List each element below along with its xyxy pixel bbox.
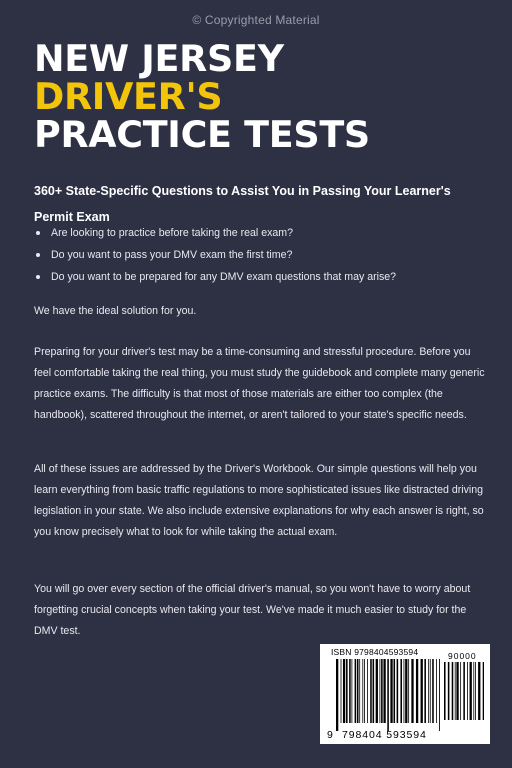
book-subtitle: 360+ State-Specific Questions to Assist You in Passing Your Learner's Permit Exam <box>34 184 451 224</box>
price-barcode-bars <box>444 662 484 728</box>
intro-paragraph: We have the ideal solution for you. <box>34 305 197 317</box>
price-code: 90000 <box>448 651 477 661</box>
isbn-barcode <box>320 644 490 744</box>
question-bullet-list <box>34 226 486 292</box>
bullet-item: Are looking to practice before taking the real exam? <box>34 226 486 248</box>
manual-paragraph: You will go over every section of the official driver's manual, so you won't have to worry about forgetting crucial concepts when taking your test. We've made it much easier to study for the DMV test. <box>34 583 471 637</box>
copyright-watermark-top: © Copyrighted Material <box>192 13 320 27</box>
title-line-subject: PRACTICE TESTS <box>34 113 370 156</box>
barcode-number-first: 9 <box>327 729 333 741</box>
book-title <box>34 37 370 156</box>
workbook-paragraph: All of these issues are addressed by the Driver's Workbook. Our simple questions will help you learn everything from basic traffic regulations to more sophisticated issues like distracted driving legislation in your state. We also include extensive explanations for why each answer is right, so you know precisely what to look for while taking the actual exam. <box>34 463 484 538</box>
barcode-number: 798404 593594 <box>342 729 427 741</box>
bullet-item: Do you want to pass your DMV exam the first time? <box>34 248 486 270</box>
title-line-state: NEW JERSEY <box>34 37 284 80</box>
isbn-label: ISBN 9798404593594 <box>331 647 419 657</box>
bullet-item: Do you want to be prepared for any DMV exam questions that may arise? <box>34 270 486 292</box>
barcode-bars <box>336 659 440 731</box>
preparation-paragraph: Preparing for your driver's test may be a time-consuming and stressful procedure. Before you feel comfortable taking the real thing, you must study the guidebook and complete many generic practice exams. The difficulty is that most of those materials are either too complex (the handbook), scattered throughout the internet, or aren't tailored to your state's specific needs. <box>34 346 485 421</box>
title-line-accent: DRIVER'S <box>34 75 223 118</box>
